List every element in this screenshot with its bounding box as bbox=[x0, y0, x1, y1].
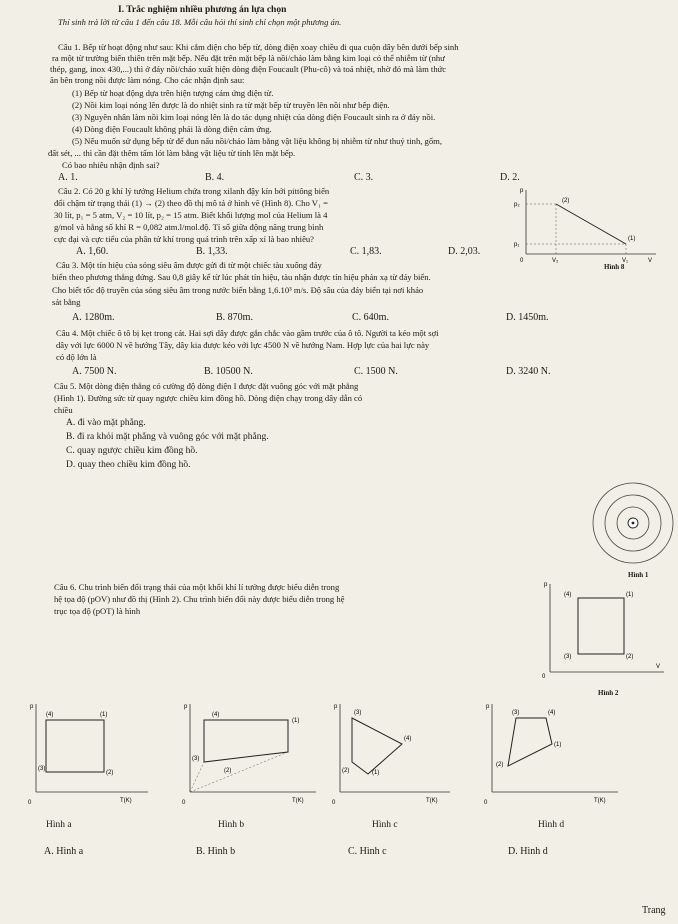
svg-text:(4): (4) bbox=[404, 736, 412, 742]
q1-line: ra một từ trường biến thiên trên mặt bếp. Nếu đặt trên mặt bếp là nồi/chảo làm bằng kim loại có thể nhiễm từ (như bbox=[52, 53, 445, 63]
svg-text:(2): (2) bbox=[496, 762, 504, 768]
q5-option-c[interactable]: C. quay ngược chiều kim đồng hồ. bbox=[66, 446, 198, 456]
q3-line: Câu 3. Một tín hiệu của sóng siêu âm được gửi đi từ một chiếc tàu xuống đáy bbox=[56, 260, 322, 270]
q1-statement: (2) Nồi kim loại nóng lên được là do nhiệt sinh ra từ mặt bếp từ truyền lên nồi như bếp điện. bbox=[72, 100, 390, 110]
figure-8 bbox=[496, 184, 666, 266]
graph-hinh-d bbox=[482, 700, 622, 812]
q3-option-d[interactable]: D. 1450m. bbox=[506, 312, 549, 323]
q4-line: có độ lớn là bbox=[56, 352, 97, 362]
q5-line: chiều bbox=[54, 405, 73, 415]
q1-question: Có bao nhiêu nhận định sai? bbox=[62, 160, 160, 170]
svg-text:p: p bbox=[486, 704, 490, 710]
svg-text:(3): (3) bbox=[354, 710, 362, 716]
graph-caption-a: Hình a bbox=[46, 820, 72, 830]
q4-option-d[interactable]: D. 3240 N. bbox=[506, 366, 551, 377]
q6-option-b[interactable]: B. Hình b bbox=[196, 846, 236, 857]
fig2-xlabel: V bbox=[656, 664, 661, 670]
q5-line: (Hình 1). Đường sức từ quay ngược chiều kim đồng hồ. Dòng điện chạy trong dây dẫn có bbox=[54, 393, 363, 403]
svg-text:(3): (3) bbox=[512, 710, 520, 716]
graph-hinh-a bbox=[26, 700, 150, 812]
figure-1-caption: Hình 1 bbox=[628, 571, 649, 579]
svg-text:(4): (4) bbox=[548, 710, 556, 716]
q5-option-a[interactable]: A. đi vào mặt phẳng. bbox=[66, 418, 146, 428]
q1-statement: (5) Nếu muốn sử dụng bếp từ để đun nấu nồi/chảo làm bằng vật liệu không bị nhiễm từ như thuỷ tinh, gốm, bbox=[72, 136, 442, 146]
svg-text:(2): (2) bbox=[106, 770, 114, 776]
fig8-state-label: (2) bbox=[562, 198, 570, 204]
q1-option-a[interactable]: A. 1. bbox=[58, 172, 78, 183]
section-title: I. Trắc nghiệm nhiều phương án lựa chọn bbox=[118, 5, 287, 15]
fig2-point: (1) bbox=[626, 592, 634, 598]
q2-line: đổi chậm từ trạng thái (1) → (2) theo đồ thị mô tả ở hình vẽ (Hình 8). Cho V₁ = bbox=[54, 198, 328, 208]
q1-statement: (3) Nguyên nhân làm nồi kim loại nóng lên là do tác dụng nhiệt của dòng điện Foucault sinh ra ở đáy nồi. bbox=[72, 112, 436, 122]
fig8-ylabel: p bbox=[520, 188, 524, 194]
q1-statement: đất sét, ... thì cần đặt thêm tấm lót làm bằng vật liệu từ tính lên mặt bếp. bbox=[48, 148, 296, 158]
q4-option-a[interactable]: A. 7500 N. bbox=[72, 366, 117, 377]
page-label: Trang bbox=[642, 905, 666, 916]
q1-line: thép, gang, inox 430,...) thì ở đáy nồi/chảo xuất hiện dòng điện Foucault (Phu-cô) và toả nhiệt, nhờ đó mà làm thức bbox=[50, 64, 447, 74]
q4-option-c[interactable]: C. 1500 N. bbox=[354, 366, 398, 377]
fig8-origin: 0 bbox=[520, 258, 524, 264]
q2-line: g/mol và hằng số khí R = 0,082 atm.l/mol.độ. Tỉ số giữa động năng trung bình bbox=[54, 222, 324, 232]
q2-line: 30 lít, p₁ = 5 atm, V₂ = 10 lít, p₂ = 15 atm. Biết khối lượng mol của Helium là 4 bbox=[54, 210, 328, 220]
figure-2 bbox=[538, 578, 668, 678]
instruction: Thí sinh trả lời từ câu 1 đến câu 18. Mỗi câu hỏi thí sinh chỉ chọn một phương án. bbox=[58, 17, 342, 27]
q2-option-b[interactable]: B. 1,33. bbox=[196, 246, 228, 257]
q1-option-d[interactable]: D. 2. bbox=[500, 172, 520, 183]
q1-option-c[interactable]: C. 3. bbox=[354, 172, 374, 183]
fig2-ylabel: p bbox=[544, 582, 548, 588]
svg-text:0: 0 bbox=[182, 800, 186, 806]
q1-line: ăn bên trong nồi được làm nóng. Cho các nhận định sau: bbox=[50, 75, 245, 85]
q1-option-b[interactable]: B. 4. bbox=[205, 172, 225, 183]
fig8-v-label: V₂ bbox=[552, 258, 559, 264]
fig8-process-line bbox=[556, 204, 626, 244]
fig2-point: (2) bbox=[626, 654, 634, 660]
svg-text:0: 0 bbox=[484, 800, 488, 806]
fig2-point: (4) bbox=[564, 592, 572, 598]
q5-option-d[interactable]: D. quay theo chiều kim đồng hồ. bbox=[66, 460, 191, 470]
svg-text:(1): (1) bbox=[292, 718, 300, 724]
q6-line: Câu 6. Chu trình biến đổi trạng thái của một khối khí lí tưởng được biểu diễn trong bbox=[54, 582, 340, 592]
svg-text:T(K): T(K) bbox=[426, 798, 438, 804]
graph-caption-d: Hình d bbox=[538, 820, 565, 830]
svg-text:(1): (1) bbox=[554, 742, 562, 748]
figure-2-caption: Hình 2 bbox=[598, 689, 619, 697]
q2-option-d[interactable]: D. 2,03. bbox=[448, 246, 481, 257]
svg-text:T(K): T(K) bbox=[120, 798, 132, 804]
svg-text:T(K): T(K) bbox=[594, 798, 606, 804]
svg-text:(2): (2) bbox=[224, 768, 232, 774]
figure-1 bbox=[590, 480, 676, 566]
fig2-origin: 0 bbox=[542, 674, 546, 678]
fig2-cycle bbox=[578, 598, 624, 654]
figure-8-caption: Hình 8 bbox=[604, 263, 625, 271]
q3-option-a[interactable]: A. 1280m. bbox=[72, 312, 115, 323]
fig8-p-label: p₂ bbox=[514, 202, 520, 208]
q6-line: trục tọa độ (pOT) là hình bbox=[54, 606, 141, 616]
q4-option-b[interactable]: B. 10500 N. bbox=[204, 366, 253, 377]
q1-statement: (1) Bếp từ hoạt động dựa trên hiện tượng cảm ứng điện từ. bbox=[72, 88, 274, 98]
q4-line: dây với lực 6000 N về hướng Tây, dây kia được kéo với lực 4500 N về hướng Nam. Hợp lực của hai lực này bbox=[56, 340, 430, 350]
svg-text:T(K): T(K) bbox=[292, 798, 304, 804]
q2-option-a[interactable]: A. 1,60. bbox=[76, 246, 109, 257]
svg-text:(2): (2) bbox=[342, 768, 350, 774]
q4-line: Câu 4. Một chiếc ô tô bị kẹt trong cát. Hai sợi dây được gắn chắc vào gầm trước của ô tô. Người ta kéo một sợi bbox=[56, 328, 439, 338]
q1-line: Câu 1. Bếp từ hoạt động như sau: Khi cắm điện cho bếp từ, dòng điện xoay chiều đi qua cuộn dây bên dưới bếp sinh bbox=[58, 42, 459, 52]
svg-text:(4): (4) bbox=[212, 712, 220, 718]
q2-line: Câu 2. Có 20 g khí lý tưởng Helium chứa trong xilanh đậy kín bởi pittông biến bbox=[58, 186, 330, 196]
q2-line: cực đại và cực tiểu của phân tử khí trong quá trình trên xấp xỉ là bao nhiêu? bbox=[54, 234, 314, 244]
q3-line: biển theo phương thẳng đứng. Sau 0,8 giây kể từ lúc phát tín hiệu, tàu nhận được tín hiệu phản xạ từ đáy biển. bbox=[52, 272, 431, 282]
q3-option-c[interactable]: C. 640m. bbox=[352, 312, 389, 323]
svg-text:0: 0 bbox=[28, 800, 32, 806]
svg-text:(3): (3) bbox=[38, 766, 46, 772]
fig2-point: (3) bbox=[564, 654, 572, 660]
graph-caption-c: Hình c bbox=[372, 820, 398, 830]
svg-text:p: p bbox=[30, 704, 34, 710]
q5-line: Câu 5. Một dòng điện thẳng có cường độ dòng điện I được đặt vuông góc với mặt phẳng bbox=[54, 381, 359, 391]
svg-text:(4): (4) bbox=[46, 712, 54, 718]
q5-option-b[interactable]: B. đi ra khỏi mặt phẳng và vuông góc với mặt phẳng. bbox=[66, 432, 269, 442]
svg-text:0: 0 bbox=[332, 800, 336, 806]
svg-text:p: p bbox=[334, 704, 338, 710]
q3-line: sát bằng bbox=[52, 297, 81, 307]
svg-text:(1): (1) bbox=[372, 770, 380, 776]
q6-option-d[interactable]: D. Hình d bbox=[508, 846, 548, 857]
q6-option-c[interactable]: C. Hình c bbox=[348, 846, 387, 857]
fig8-p-label: p₁ bbox=[514, 242, 520, 248]
graph-hinh-c bbox=[330, 700, 454, 812]
svg-text:(3): (3) bbox=[192, 756, 200, 762]
graph-caption-b: Hình b bbox=[218, 820, 245, 830]
fig8-xlabel: V bbox=[648, 258, 653, 264]
q2-option-c[interactable]: C. 1,83. bbox=[350, 246, 382, 257]
fig8-v-label: V₁ bbox=[622, 258, 629, 264]
q1-statement: (4) Dòng điện Foucault không phải là dòng điện cảm ứng. bbox=[72, 124, 272, 134]
fig8-state-label: (1) bbox=[628, 236, 636, 242]
q6-line: hệ tọa độ (pOV) như đồ thị (Hình 2). Chu trình biến đổi này được biểu diễn trong hệ bbox=[54, 594, 345, 604]
graph-hinh-b bbox=[180, 700, 320, 812]
svg-text:(1): (1) bbox=[100, 712, 108, 718]
q3-option-b[interactable]: B. 870m. bbox=[216, 312, 253, 323]
q3-line: Cho biết tốc độ truyền của sóng siêu âm trong nước biển bằng 1,6.10³ m/s. Độ sâu của đáy biển tại nơi khảo bbox=[52, 285, 424, 295]
svg-text:p: p bbox=[184, 704, 188, 710]
q6-option-a[interactable]: A. Hình a bbox=[44, 846, 84, 857]
